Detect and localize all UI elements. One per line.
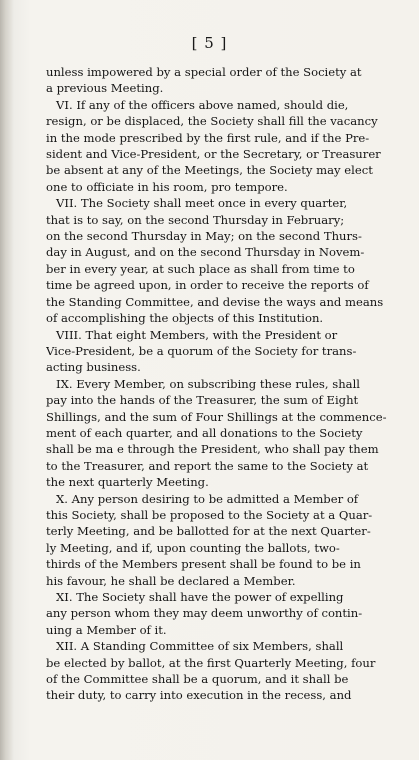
text-line: IX. Every Member, on subscribing these rules, shall [56,376,360,391]
text-line: of accomplishing the objects of this Institution. [46,311,324,326]
text-line: that is to say, on the second Thursday in February; [46,212,345,227]
text-line: X. Any person desiring to be admitted a Member of [56,491,359,506]
text-line: the Standing Committee, and devise the ways and means [46,294,384,309]
text-line: his favour, he shall be declared a Member. [46,573,296,588]
text-line: XII. A Standing Committee of six Members, shall [56,639,344,654]
text-line: a previous Meeting. [46,81,164,96]
text-line: terly Meeting, and be ballotted for at the next Quarter- [46,524,371,539]
text-line: resign, or be displaced, the Society shall fill the vacancy [46,114,378,129]
text-line: acting business. [46,360,141,375]
text-line: XI. The Society shall have the power of expelling [56,590,344,604]
text-line: their duty, to carry into execution in the recess, and [46,688,352,703]
text-line: VII. The Society shall meet once in every quarter, [56,196,348,211]
page-number: [ 5 ] [191,34,228,52]
text-line: VI. If any of the officers above named, should die, [56,97,349,112]
text-line: VIII. That eight Members, with the President or [56,327,338,342]
text-line: this Society, shall be proposed to the Society at a Quar- [46,507,373,522]
text-block [46,64,390,704]
text-line: in the mode prescribed by the first rule, and if the Pre- [46,130,370,145]
text-line: thirds of the Members present shall be found to be in [46,557,361,572]
text-line: Shillings, and the sum of Four Shillings at the commence- [46,409,387,424]
text-line: any person whom they may deem unworthy of contin- [46,606,363,621]
text-line: pay into the hands of the Treasurer, the sum of Eight [46,393,359,408]
text-line: shall be ma e through the President, who shall pay them [46,442,379,457]
text-line: to the Treasurer, and report the same to the Society at [46,458,369,473]
text-line: one to officiate in his room, pro tempore. [46,179,288,194]
text-line: time be agreed upon, in order to receive the reports of [46,278,369,293]
text-line: be elected by ballot, at the first Quarterly Meeting, four [46,655,376,670]
text-line: uing a Member of it. [46,622,167,637]
text-line: day in August, and on the second Thursday in Novem- [46,245,365,260]
text-line: on the second Thursday in May; on the second Thurs- [46,229,362,244]
text-line: of the Committee shall be a quorum, and it shall be [46,672,349,687]
text-line: ment of each quarter, and all donations to the Society [46,425,363,440]
text-line: sident and Vice-President, or the Secretary, or Treasurer [46,147,381,162]
page-gutter [0,0,14,760]
text-line: unless impowered by a special order of the Society at [46,65,362,79]
text-line: ly Meeting, and if, upon counting the ballots, two- [46,540,340,555]
text-line: the next quarterly Meeting. [46,475,209,490]
text-line: ber in every year, at such place as shall from time to [46,261,355,276]
text-line: Vice-President, be a quorum of the Society for trans- [46,343,357,358]
text-line: be absent at any of the Meetings, the Society may elect [46,163,373,178]
